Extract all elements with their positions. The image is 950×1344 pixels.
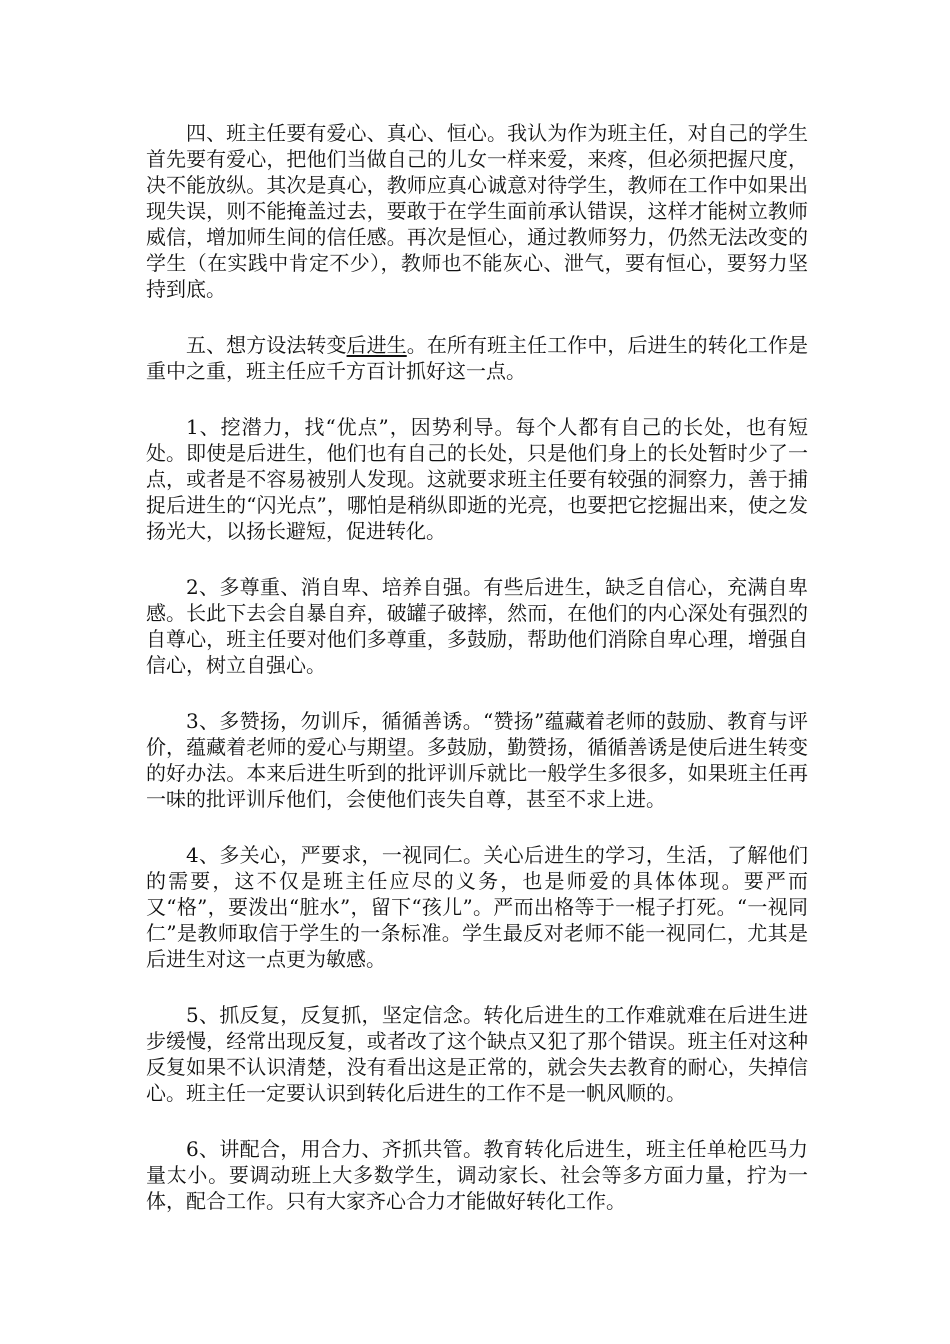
paragraph-item-6: 6、讲配合，用合力、齐抓共管。教育转化后进生，班主任单枪匹马力量太小。要调动班上大多数学生，调动家长、社会等多方面力量，拧为一体，配合工作。只有大家齐心合力才能做好转化工作。 — [146, 1137, 808, 1213]
paragraph-item-1: 1、挖潜力，找“优点”，因势利导。每个人都有自己的长处，也有短处。即使是后进生，他们也有自己的长处，只是他们身上的长处暂时少了一点，或者是不容易被别人发现。这就要求班主任要有较强的洞察力，善于捕捉后进生的“闪光点”，哪怕是稍纵即逝的光亮，也要把它挖掘出来，使之发扬光大，以扬长避短，促进转化。 — [146, 415, 808, 543]
underlined-term-underachievers: 后进生 — [346, 333, 407, 357]
paragraph-four-love-sincerity-perseverance: 四、班主任要有爱心、真心、恒心。我认为作为班主任，对自己的学生首先要有爱心，把他们当做自己的儿女一样来爱，来疼，但必须把握尺度，决不能放纵。其次是真心，教师应真心诚意对待学生，教师在工作中如果出现失误，则不能掩盖过去，要敢于在学生面前承认错误，这样才能树立教师威信，增加师生间的信任感。再次是恒心，通过教师努力，仍然无法改变的学生（在实践中肯定不少），教师也不能灰心、泄气，要有恒心，要努力坚持到底。 — [146, 121, 808, 301]
paragraph-five-rest: 。在所有班主任工作中，后进生的转化工作是重中之重，班主任应千方百计抓好这一点。 — [146, 333, 809, 383]
paragraph-five-transform-underachievers — [146, 332, 808, 384]
paragraph-item-5: 5、抓反复，反复抓，坚定信念。转化后进生的工作难就难在后进生进步缓慢，经常出现反复，或者改了这个缺点又犯了那个错误。班主任对这种反复如果不认识清楚，没有看出这是正常的，就会失去教育的耐心，失掉信心。班主任一定要认识到转化后进生的工作不是一帆风顺的。 — [146, 1003, 808, 1105]
paragraph-item-4: 4、多关心，严要求，一视同仁。关心后进生的学习，生活，了解他们的需要，这不仅是班主任应尽的义务，也是师爱的具体体现。要严而又“格”，要泼出“脏水”，留下“孩儿”。严而出格等于一棍子打死。“一视同仁”是教师取信于学生的一条标准。学生最反对老师不能一视同仁，尤其是后进生对这一点更为敏感。 — [146, 843, 808, 971]
document-page — [146, 120, 808, 1214]
paragraph-five-lead: 五、想方设法转变 — [186, 333, 347, 357]
paragraph-item-2: 2、多尊重、消自卑、培养自强。有些后进生，缺乏自信心，充满自卑感。长此下去会自暴自弃，破罐子破摔，然而，在他们的内心深处有强烈的自尊心，班主任要对他们多尊重，多鼓励，帮助他们消除自卑心理，增强自信心，树立自强心。 — [146, 575, 808, 677]
paragraph-item-3: 3、多赞扬，勿训斥，循循善诱。“赞扬”蕴藏着老师的鼓励、教育与评价，蕴藏着老师的爱心与期望。多鼓励，勤赞扬，循循善诱是使后进生转变的好办法。本来后进生听到的批评训斥就比一般学生多很多，如果班主任再一味的批评训斥他们，会使他们丧失自尊，甚至不求上进。 — [146, 709, 808, 811]
